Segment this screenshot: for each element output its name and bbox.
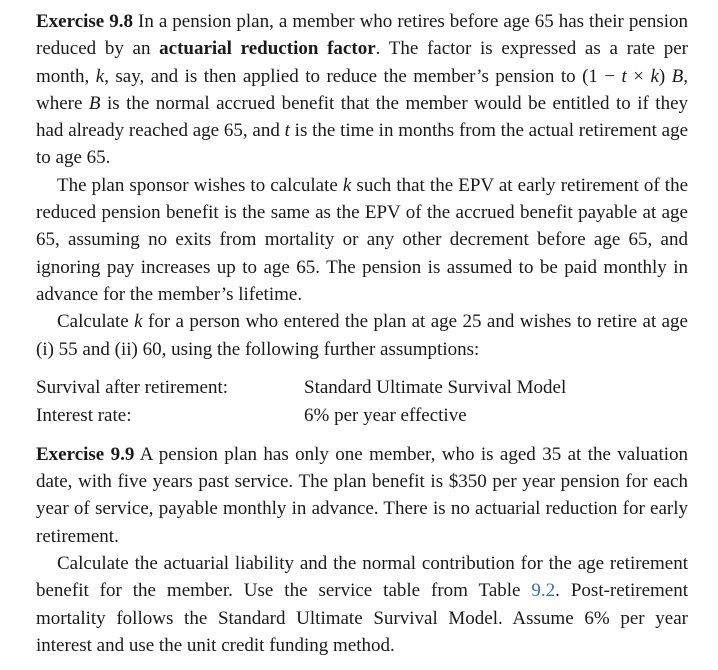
exercise-9-9-paragraph-1: Exercise 9.9 A pension plan has only one member, who is aged 35 at the valuation date, with five years past service. The plan benefit is $350 per year pension for each year of service, payable monthly in advance. There is no actuarial reduction for early retirement. xyxy=(36,443,688,547)
exercise-9-8-paragraph-1: Exercise 9.8 In a pension plan, a member who retires before age 65 has their pension reduced by an actuarial reduction factor. The factor is expressed as a rate per month, k, say, and is then applied to reduce the member’s pension to (1 − t × k) B, where B is the normal accrued benefit that the member would be entitled to if they had already reached age 65, and t is the time in months from the actual retirement age to age 65. xyxy=(36,11,689,169)
assumption-row xyxy=(36,374,688,402)
document-page xyxy=(36,8,688,659)
exercise-9-8-paragraph-3: Calculate k for a person who entered the plan at age 25 and wishes to retire at age (i) 55 and (ii) 60, using the following further assumptions: xyxy=(36,311,688,360)
actuarial-reduction-factor-term: actuarial reduction factor xyxy=(159,38,376,60)
assumption-row xyxy=(36,402,688,430)
assumptions-table xyxy=(36,374,688,430)
exercise-9-9-label: Exercise 9.9 xyxy=(36,443,135,465)
table-9-2-link[interactable]: 9.2 xyxy=(531,580,556,602)
assumption-value: 6% per year effective xyxy=(304,404,467,426)
reduction-formula: (1 − t × k) B xyxy=(582,65,684,87)
exercise-9-9-paragraph-2: Calculate the actuarial liability and the normal contribution for the age retirement benefit for the member. Use the service table from Table 9.2. Post-retirement mortality follows the Standard Ultimate Survival Model. Assume 6% per year interest and use the unit credit funding method. xyxy=(36,553,688,656)
exercise-9-8-paragraph-2: The plan sponsor wishes to calculate k such that the EPV at early retirement of the reduced pension benefit is the same as the EPV of the accrued benefit payable at age 65, assuming no exits from mortality or any other decrement before age 65, and ignoring pay increases up to age 65. The pension is assumed to be paid monthly in advance for the member’s lifetime. xyxy=(36,174,689,305)
assumption-label: Survival after retirement: xyxy=(36,376,229,398)
exercise-9-8-label: Exercise 9.8 xyxy=(36,11,133,32)
assumption-value: Standard Ultimate Survival Model xyxy=(304,376,567,398)
assumption-label: Interest rate: xyxy=(36,404,132,426)
